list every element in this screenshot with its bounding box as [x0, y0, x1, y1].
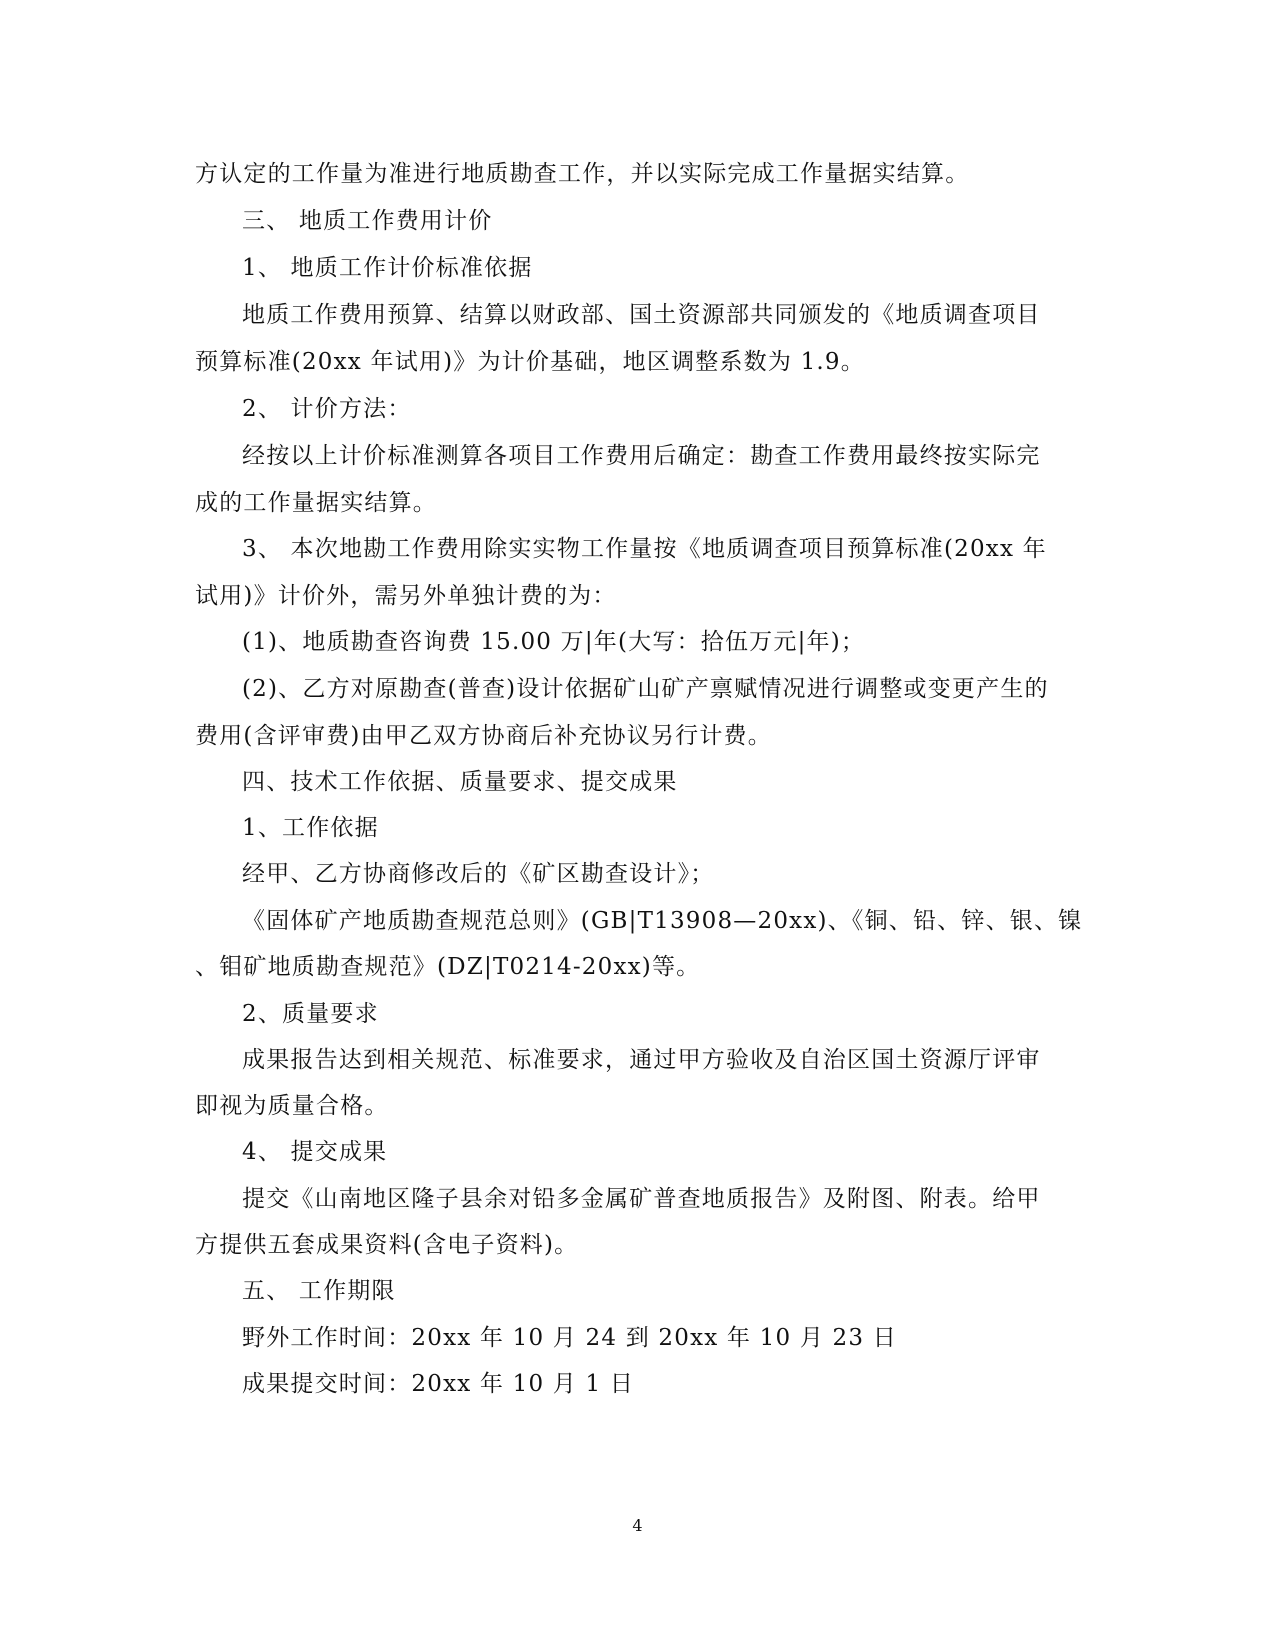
subsection-heading: 2、 计价方法： [242, 396, 412, 422]
paragraph-line: 成果报告达到相关规范、标准要求，通过甲方验收及自治区国土资源厅评审 [242, 1047, 1041, 1073]
paragraph-line: 方提供五套成果资料(含电子资料)。 [195, 1232, 579, 1258]
list-item: (2)、乙方对原勘查(普查)设计依据矿山矿产禀赋情况进行调整或变更产生的 [242, 676, 1049, 702]
paragraph-line: 预算标准(20xx 年试用)》为计价基础，地区调整系数为 1.9。 [195, 349, 865, 375]
paragraph-line: 试用)》计价外，需另外单独计费的为： [195, 583, 617, 609]
paragraph-line: 3、 本次地勘工作费用除实实物工作量按《地质调查项目预算标准(20xx 年 [242, 536, 1047, 562]
paragraph-line: 成果提交时间：20xx 年 10 月 1 日 [242, 1371, 635, 1397]
paragraph-line: 成的工作量据实结算。 [195, 490, 437, 516]
subsection-heading: 2、质量要求 [242, 1001, 379, 1027]
paragraph-line: 地质工作费用预算、结算以财政部、国土资源部共同颁发的《地质调查项目 [242, 302, 1041, 328]
section-heading: 四、技术工作依据、质量要求、提交成果 [242, 769, 678, 795]
paragraph-line: 经按以上计价标准测算各项目工作费用后确定：勘查工作费用最终按实际完 [242, 443, 1041, 469]
paragraph-line: 提交《山南地区隆子县余对铅多金属矿普查地质报告》及附图、附表。给甲 [242, 1186, 1041, 1212]
section-heading: 五、 工作期限 [242, 1278, 396, 1304]
paragraph-line: 野外工作时间：20xx 年 10 月 24 到 20xx 年 10 月 23 日 [242, 1325, 897, 1351]
paragraph-line: 《固体矿产地质勘查规范总则》(GB|T13908—20xx)、《铜、铅、锌、银、镍 [242, 908, 1083, 934]
paragraph-line: 经甲、乙方协商修改后的《矿区勘查设计》； [242, 861, 715, 887]
paragraph-line: 费用(含评审费)由甲乙双方协商后补充协议另行计费。 [195, 723, 772, 749]
paragraph-line: 、钼矿地质勘查规范》(DZ|T0214-20xx)等。 [195, 954, 701, 980]
paragraph-line: 即视为质量合格。 [195, 1093, 389, 1119]
list-item: (1)、地质勘查咨询费 15.00 万|年(大写：拾伍万元|年)； [242, 629, 866, 655]
paragraph-line: 方认定的工作量为准进行地质勘查工作，并以实际完成工作量据实结算。 [195, 161, 970, 187]
page-number: 4 [632, 1516, 643, 1535]
subsection-heading: 1、 地质工作计价标准依据 [242, 255, 533, 281]
section-heading: 三、 地质工作费用计价 [242, 208, 493, 234]
subsection-heading: 1、工作依据 [242, 815, 379, 841]
subsection-heading: 4、 提交成果 [242, 1139, 388, 1165]
